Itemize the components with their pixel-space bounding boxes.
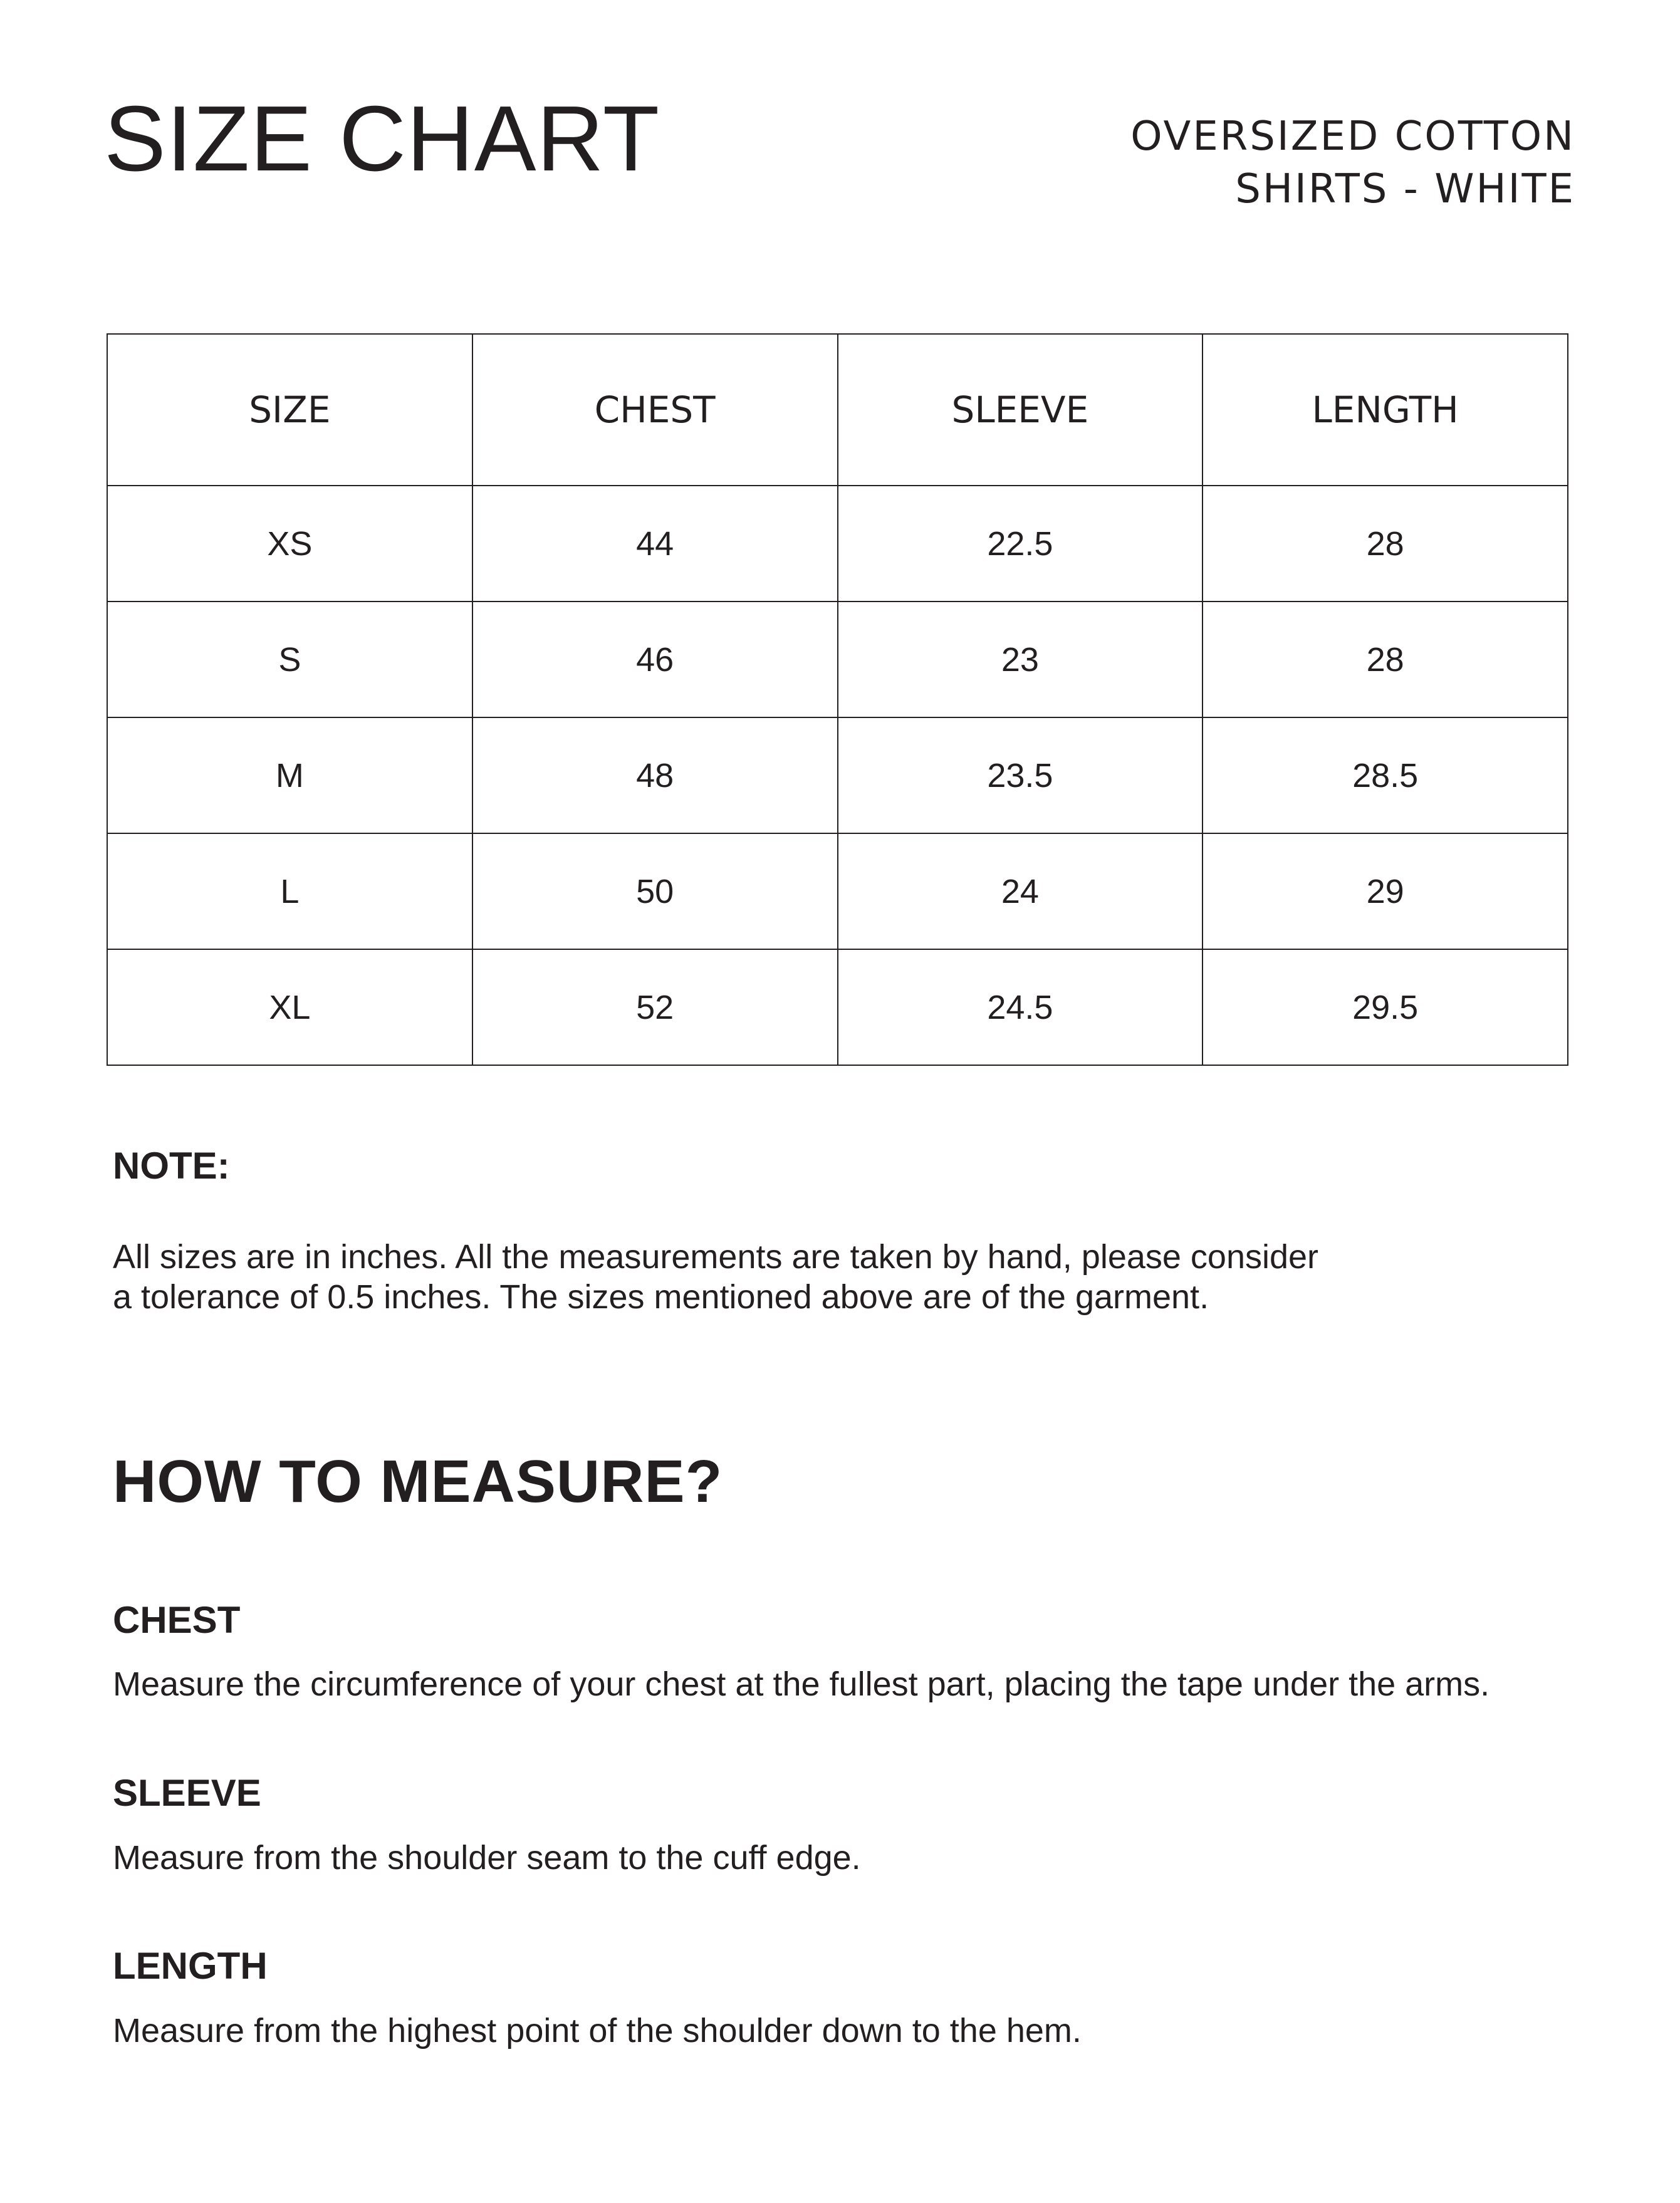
column-header-sleeve: SLEEVE xyxy=(838,334,1203,486)
sleeve-cell: 24.5 xyxy=(838,949,1203,1065)
table-row xyxy=(107,949,1568,1065)
size-cell: M xyxy=(107,717,472,833)
sleeve-measure-text: Measure from the shoulder seam to the cuff edge. xyxy=(113,1839,861,1877)
page-title: SIZE CHART xyxy=(104,87,660,190)
note-heading: NOTE: xyxy=(113,1145,230,1187)
product-name-line-1: OVERSIZED COTTON xyxy=(1130,113,1575,160)
size-table xyxy=(107,333,1568,1066)
table-row xyxy=(107,602,1568,717)
sleeve-cell: 24 xyxy=(838,833,1203,949)
note-text-line-1: All sizes are in inches. All the measurements are taken by hand, please consider xyxy=(113,1238,1319,1276)
length-cell: 28 xyxy=(1203,602,1568,717)
table-header-row xyxy=(107,334,1568,486)
size-cell: XL xyxy=(107,949,472,1065)
chest-cell: 52 xyxy=(472,949,838,1065)
size-cell: S xyxy=(107,602,472,717)
chest-measure-text: Measure the circumference of your chest at the fullest part, placing the tape under the arms. xyxy=(113,1665,1490,1703)
product-name-line-2: SHIRTS - WHITE xyxy=(1235,166,1575,212)
length-measure-text: Measure from the highest point of the shoulder down to the hem. xyxy=(113,2012,1082,2049)
sleeve-cell: 23 xyxy=(838,602,1203,717)
sleeve-cell: 23.5 xyxy=(838,717,1203,833)
chest-cell: 50 xyxy=(472,833,838,949)
sleeve-measure-title: SLEEVE xyxy=(113,1772,261,1814)
table-row xyxy=(107,486,1568,602)
chest-cell: 44 xyxy=(472,486,838,602)
size-cell: XS xyxy=(107,486,472,602)
chest-cell: 48 xyxy=(472,717,838,833)
chest-cell: 46 xyxy=(472,602,838,717)
length-cell: 28.5 xyxy=(1203,717,1568,833)
length-measure-title: LENGTH xyxy=(113,1945,268,1987)
length-cell: 29 xyxy=(1203,833,1568,949)
column-header-chest: CHEST xyxy=(472,334,838,486)
note-text-line-2: a tolerance of 0.5 inches. The sizes mentioned above are of the garment. xyxy=(113,1278,1209,1316)
sleeve-cell: 22.5 xyxy=(838,486,1203,602)
size-cell: L xyxy=(107,833,472,949)
column-header-size: SIZE xyxy=(107,334,472,486)
chest-measure-title: CHEST xyxy=(113,1599,241,1641)
length-cell: 29.5 xyxy=(1203,949,1568,1065)
how-to-measure-heading: HOW TO MEASURE? xyxy=(113,1448,723,1515)
table-row xyxy=(107,717,1568,833)
product-name xyxy=(1130,110,1575,216)
note-text xyxy=(113,1237,1554,1317)
table-row xyxy=(107,833,1568,949)
column-header-length: LENGTH xyxy=(1203,334,1568,486)
length-cell: 28 xyxy=(1203,486,1568,602)
